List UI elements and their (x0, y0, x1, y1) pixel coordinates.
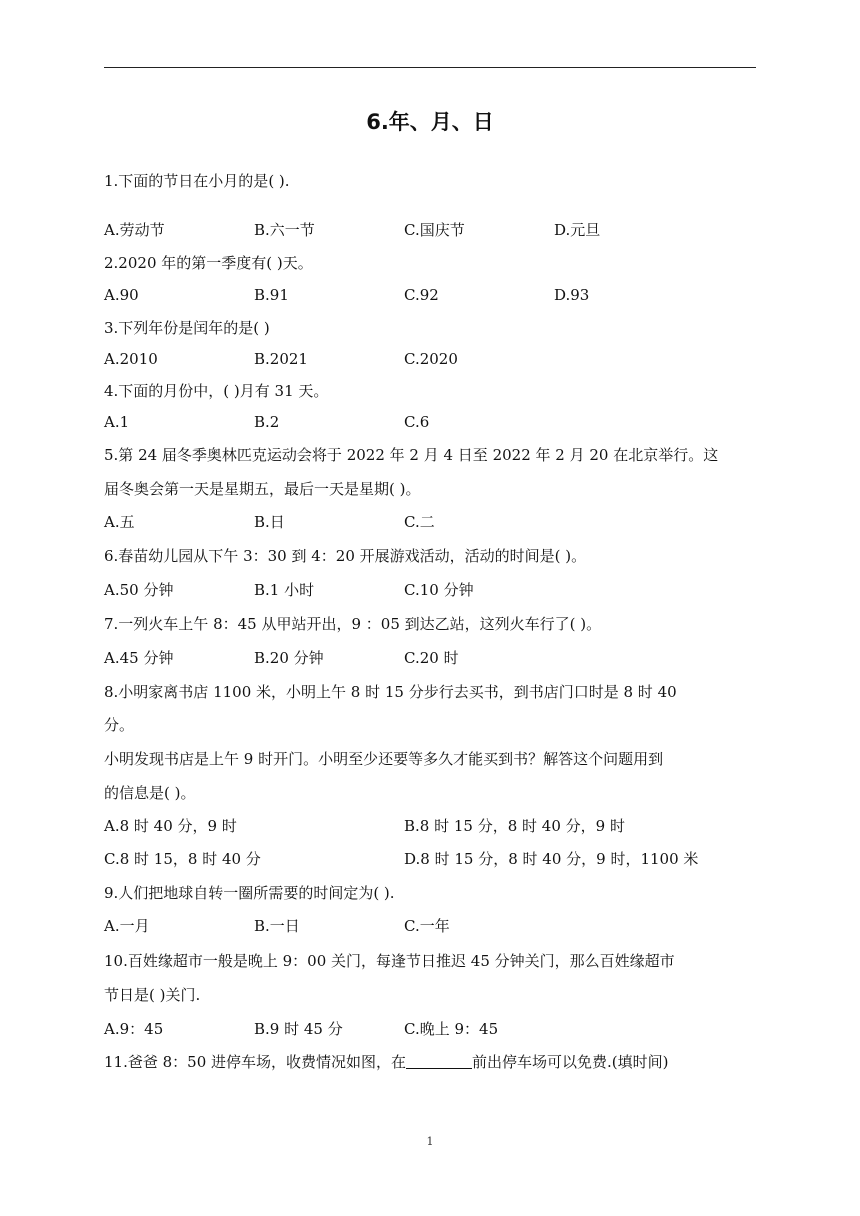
question-2-option-d: D.93 (554, 286, 590, 304)
question-6-option-a: A.50 分钟 (104, 581, 174, 599)
question-7-option-b: B.20 分钟 (254, 649, 324, 667)
question-3-option-b: B.2021 (254, 350, 308, 368)
question-8-option-d: D.8 时 15 分，8 时 40 分，9 时，1100 米 (404, 850, 699, 868)
question-11-text-after: 前出停车场可以免费.(填时间) (472, 1053, 669, 1071)
question-4-option-b: B.2 (254, 413, 280, 431)
question-8-option-a: A.8 时 40 分，9 时 (104, 817, 237, 835)
question-9-stem: 9.人们把地球自转一圈所需要的时间定为( ). (104, 884, 395, 902)
question-1-stem: 1.下面的节日在小月的是( ). (104, 172, 290, 190)
question-3-option-a: A.2010 (104, 350, 158, 368)
question-7-option-c: C.20 时 (404, 649, 459, 667)
question-8-stem-line-2: 分。 (104, 716, 135, 734)
question-9-option-b: B.一日 (254, 917, 300, 935)
question-6-option-c: C.10 分钟 (404, 581, 474, 599)
question-10-option-b: B.9 时 45 分 (254, 1020, 343, 1038)
question-11-stem (104, 1051, 669, 1072)
question-4-stem: 4.下面的月份中，( )月有 31 天。 (104, 382, 329, 400)
question-10-stem-line-2: 节日是( )关门. (104, 986, 201, 1004)
page-number: 1 (426, 1135, 434, 1148)
question-2-option-a: A.90 (104, 286, 139, 304)
question-10-option-c: C.晚上 9：45 (404, 1020, 499, 1038)
question-9-option-a: A.一月 (104, 917, 150, 935)
question-5-stem-line-2: 届冬奥会第一天是星期五，最后一天是星期( )。 (104, 480, 421, 498)
question-7-option-a: A.45 分钟 (104, 649, 174, 667)
question-4-option-c: C.6 (404, 413, 430, 431)
question-11-text-before: 11.爸爸 8：50 进停车场，收费情况如图，在 (104, 1053, 407, 1071)
question-6-stem: 6.春苗幼儿园从下午 3：30 到 4：20 开展游戏活动，活动的时间是( )。 (104, 547, 587, 565)
question-8-stem-line-1: 8.小明家离书店 1100 米，小明上午 8 时 15 分步行去买书，到书店门口时是 8 时 40 (104, 683, 677, 701)
question-1-option-b: B.六一节 (254, 221, 315, 239)
question-1-option-a: A.劳动节 (104, 221, 165, 239)
page-title: 6.年、月、日 (366, 110, 494, 134)
question-1-option-c: C.国庆节 (404, 221, 465, 239)
question-9-option-c: C.一年 (404, 917, 450, 935)
question-2-stem: 2.2020 年的第一季度有( )天。 (104, 254, 313, 272)
question-1-option-d: D.元旦 (554, 221, 601, 239)
question-3-stem: 3.下列年份是闰年的是( ) (104, 319, 270, 337)
question-8-stem-line-4: 的信息是( )。 (104, 784, 196, 802)
question-10-stem-line-1: 10.百姓缘超市一般是晚上 9：00 关门，每逢节日推迟 45 分钟关门，那么百姓缘超市 (104, 952, 675, 970)
question-10-option-a: A.9：45 (104, 1020, 164, 1038)
question-5-stem-line-1: 5.第 24 届冬季奥林匹克运动会将于 2022 年 2 月 4 日至 2022 年 2 月 20 在北京举行。这 (104, 446, 719, 464)
question-4-option-a: A.1 (104, 413, 130, 431)
header-rule (104, 67, 756, 68)
question-8-option-c: C.8 时 15，8 时 40 分 (104, 850, 261, 868)
question-7-stem: 7.一列火车上午 8：45 从甲站开出，9 ：05 到达乙站，这列火车行了( )。 (104, 615, 602, 633)
question-6-option-b: B.1 小时 (254, 581, 315, 599)
question-2-option-b: B.91 (254, 286, 289, 304)
question-5-option-a: A.五 (104, 513, 135, 531)
question-8-option-b: B.8 时 15 分，8 时 40 分，9 时 (404, 817, 625, 835)
question-11-answer-blank[interactable] (406, 1054, 472, 1069)
question-5-option-c: C.二 (404, 513, 435, 531)
question-2-option-c: C.92 (404, 286, 439, 304)
question-8-stem-line-3: 小明发现书店是上午 9 时开门。小明至少还要等多久才能买到书？解答这个问题用到 (104, 750, 664, 768)
question-3-option-c: C.2020 (404, 350, 458, 368)
question-5-option-b: B.日 (254, 513, 285, 531)
